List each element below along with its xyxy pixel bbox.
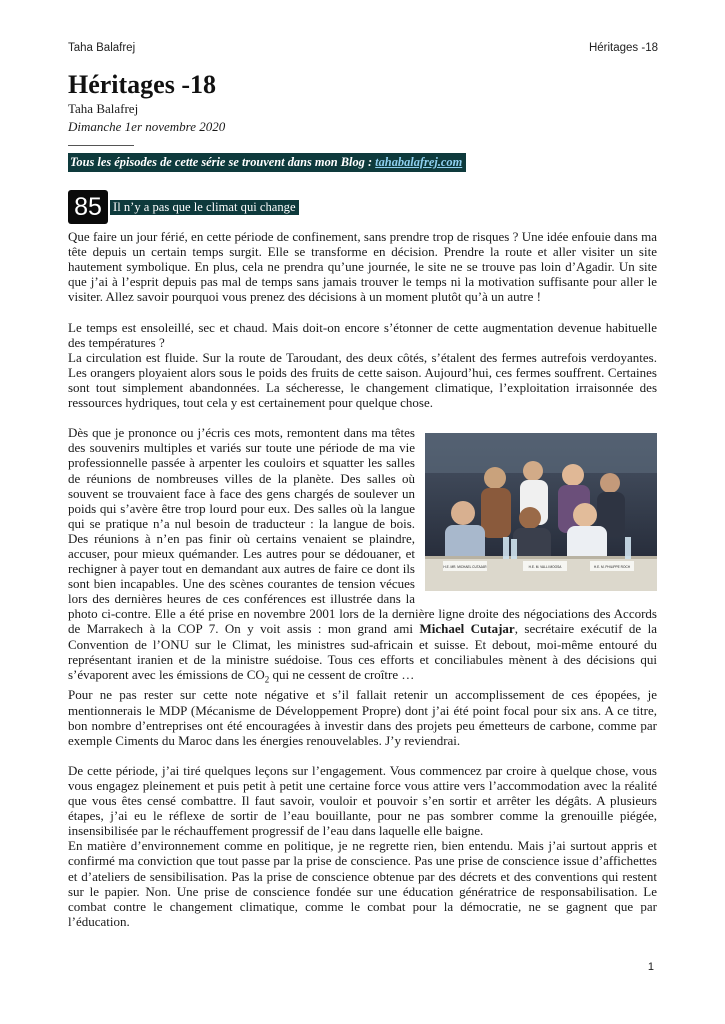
title-divider (68, 145, 134, 146)
person-name: Michael Cutajar (419, 621, 515, 637)
paragraph-7: En matière d’environnement comme en politique, je ne regrette rien, bien entendu. Mais j’ai surtout appris et confirmé ma conviction que tout passe par la prise de conscience. Pas une prise de conscience issue d’affichettes et d’ateliers de sensibilisation. Pas la prise de conscience obtenue par des décrets et des conventions qui restent sur le papier. Non. Une prise de conscience fondée sur une éducation génératrice de responsabilisation. Le combat contre le changement climatique, comme le combat pour la démocratie, ne se gagnent que par l’éducation. (68, 838, 657, 929)
page-title: Héritages -18 (68, 70, 217, 99)
episode-title: Il n’y a pas que le climat qui change (110, 200, 299, 215)
paragraph-4-text-cont: , secrétaire exécutif de la Convention de l’ONU sur le Climat, les ministres sud-africain et suisse. Et debout, moi-même entouré du représentant iranien et de la ministre suédoise. Tous ces efforts et conciliabules mènent à des décisions qui s’évaporent avec les émissions de CO (68, 621, 658, 682)
episode-number-badge: 85 (68, 190, 108, 224)
paragraph-5: Pour ne pas rester sur cette note négative et s’il fallait retenir un accomplissement de ces épopées, je mentionnerais le MDP (Mécanisme de Développement Propre) dont j’ai été point focal pour six ans. A ce titre, bon nombre d’entreprises ont été encouragées à investir dans des projets peu émetteurs de carbone, comme par exemple Ciments du Maroc dans les énergies renouvelables. J’y reviendrai. (68, 687, 657, 748)
running-header-title: Héritages -18 (588, 42, 658, 54)
nameplate-1: H.E. MR. MICHAEL CUTAJAR (443, 565, 487, 570)
conference-photo (425, 433, 657, 591)
blog-link[interactable]: tahabalafrej.com (375, 155, 463, 169)
paragraph-6: De cette période, j’ai tiré quelques leçons sur l’engagement. Vous commencez par croire à quelque chose, vous vous engagez pleinement et puis petit à petit une certaine force vous attire vers l’accommodation avec la réalité que vous êtes censé combattre. Il faut savoir, vouloir et pouvoir s’en sortir et arrêter les dégâts. A plusieurs étapes, j’ai eu le réflexe de sortir de l’eau bouillante, pour ne pas sombrer comme la grenouille piégée, insensibilisée par le réchauffement progressif de l’eau dans laquelle elle baigne. (68, 762, 657, 839)
nameplate-3: H.E. M. PHILIPPE ROCH (593, 565, 631, 570)
page-number: 1 (647, 961, 654, 973)
paragraph-1: Que faire un jour férié, en cette période de confinement, sans prendre trop de risques ? Une idée enfouie dans ma tête depuis un certain temps surgit. Elle se transforme en décision. Prendre la route et aller visiter un site hautement symbolique. En plus, cela ne prendra qu’une journée, le site ne se trouve pas loin d’Agadir. Un site que j’ai à l’esprit depuis pas mal de temps sans jamais trouver le temps ni la motivation suffisante pour aller le visiter. Allez savoir pourquoi vous prenez des décisions à un moment plutôt qu’à un autre ! (68, 229, 657, 305)
running-header-author: Taha Balafrej (68, 42, 136, 54)
article-body (68, 229, 657, 929)
publication-date: Dimanche 1er novembre 2020 (68, 119, 226, 134)
paragraph-2: Le temps est ensoleillé, sec et chaud. Mais doit-on encore s’étonner de cette augmentation devenue habituelle des températures ? (68, 319, 657, 350)
conference-photo-image (425, 433, 657, 591)
co2-subscript: 2 (264, 674, 270, 685)
paragraph-4-text: Dès que je prononce ou j’écris ces mots, remontent dans ma têtes des souvenirs multiples et variés sur toute une période de ma vie professionnelle passée à arpenter les couloirs et squatter les salles de réunions de nombreuses villes de la planète. Des salles où souvent se trouvaient face à face des gens chargés de soulever un poids qui s’avère être trop lourd pour eux. Des salles où la langue qui se pratique n’a nul besoin de traducteur : la langue de bois. Des réunions à n’en pas finir où certains venaient se plaindre, accuser, pour mieux quémander. Les autres pour se dédouaner, et rechigner à payer tout en demandant aux autres de faire ce dont ils sont bien incapables. Une des scènes courantes de tension vécues lors des dernières heures de ces conférences est illustrée dans la photo ci-contre. Elle a été prise en novembre 2001 lors de la dernière ligne droite des négociations des Accords de Marrakech à la COP 7. On y voit assis : mon grand ami (68, 425, 657, 637)
paragraph-4 (68, 425, 657, 687)
paragraph-3: La circulation est fluide. Sur la route de Taroudant, des deux côtés, s’étalent des fermes autrefois verdoyantes. Les orangers ployaient alors sous le poids des fruits de cette saison. Aujourd’hui, ces fermes souffrent. Certaines sont tout simplement abandonnées. La sécheresse, le changement climatique, l’exploitation irraisonnée des ressources hydriques, tout cela y est certainement pour quelque chose. (68, 349, 657, 411)
blog-banner-text: Tous les épisodes de cette série se trouvent dans mon Blog : (70, 155, 376, 169)
author-name: Taha Balafrej (68, 101, 139, 116)
nameplate-2: H.E. M. VALLI MOOSA (528, 565, 562, 570)
paragraph-4-text-end: qui ne cessent de croître … (269, 666, 415, 682)
blog-banner (68, 153, 466, 172)
